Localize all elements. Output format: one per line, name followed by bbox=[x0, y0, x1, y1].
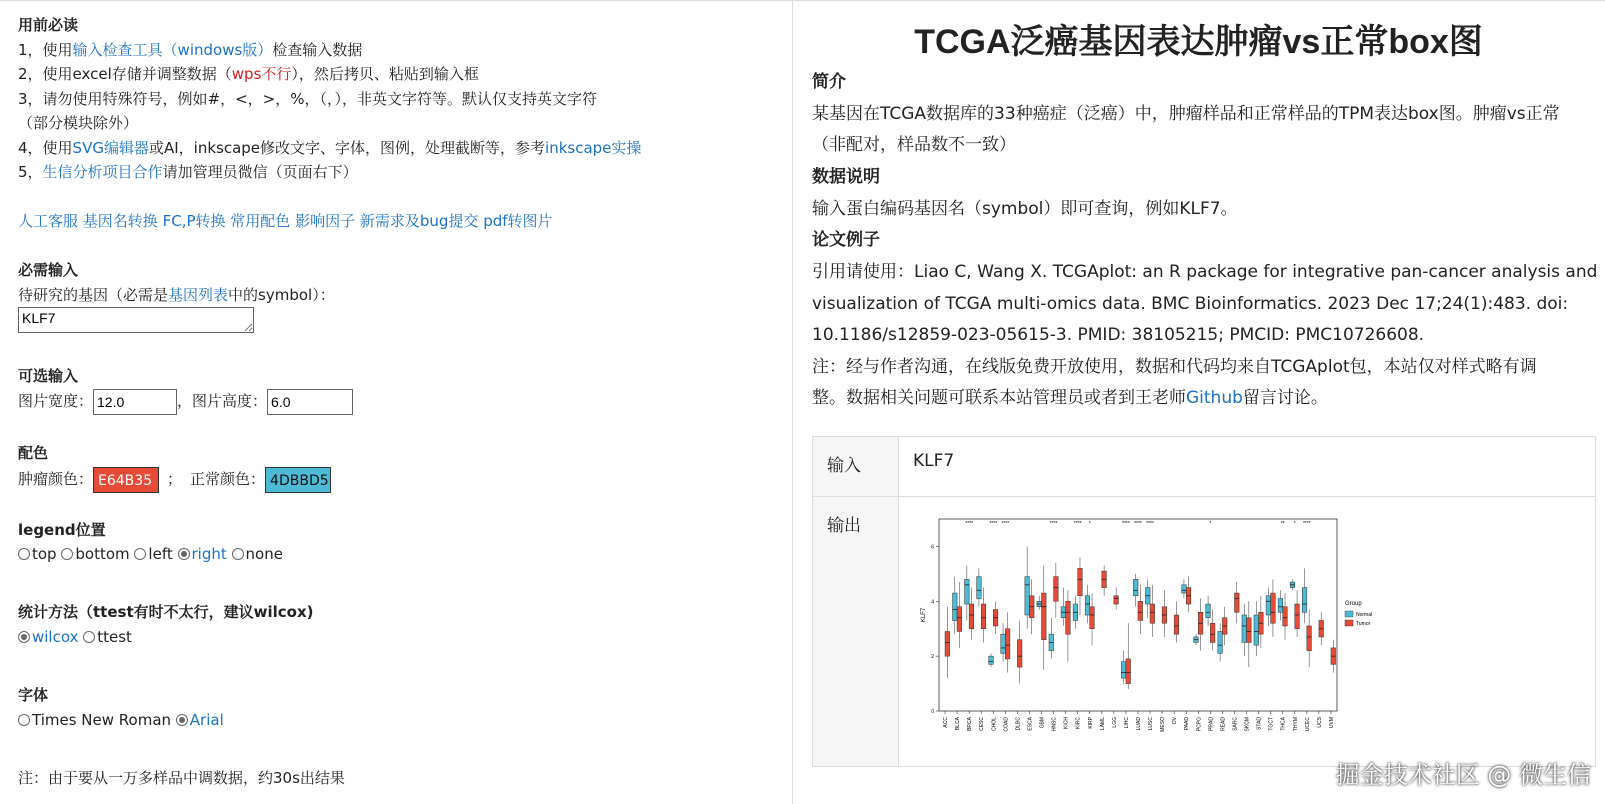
significance-label: **** bbox=[1073, 521, 1082, 527]
stat-ttest-option[interactable]: ttest bbox=[83, 628, 132, 646]
x-tick-label: KIRP bbox=[1087, 717, 1094, 729]
x-tick-label: UVM bbox=[1328, 717, 1335, 729]
box bbox=[1234, 593, 1239, 612]
boxplot-chart bbox=[917, 511, 1417, 746]
box bbox=[981, 604, 986, 629]
radio-top[interactable] bbox=[18, 548, 30, 560]
bug-report-link[interactable]: 新需求及bug提交 bbox=[359, 212, 479, 230]
x-tick-label: SARC bbox=[1232, 717, 1239, 731]
box bbox=[1174, 615, 1179, 634]
box bbox=[969, 604, 974, 629]
x-tick-label: BRCA bbox=[967, 717, 974, 731]
box bbox=[1247, 618, 1252, 643]
box bbox=[1266, 596, 1271, 615]
x-tick-label: LUSC bbox=[1148, 717, 1155, 731]
x-tick-label: MESO bbox=[1160, 717, 1167, 732]
box bbox=[1218, 631, 1223, 653]
box bbox=[1271, 593, 1276, 623]
stat-method-title: 统计方法（ttest有时不太行，建议wilcox) bbox=[18, 603, 314, 621]
box bbox=[1085, 596, 1090, 615]
citation-line-1: 引用请使用：Liao C, Wang X. TCGAplot: an R package for integrative pan-cancer analysis and bbox=[812, 262, 1598, 282]
x-tick-label: SKCM bbox=[1244, 717, 1251, 732]
radio-ttest[interactable] bbox=[83, 631, 95, 643]
box bbox=[1126, 659, 1131, 684]
box bbox=[1025, 577, 1030, 615]
intro-text-2: （非配对，样品数不一致） bbox=[812, 135, 1016, 155]
font-arial-option[interactable]: Arial bbox=[176, 711, 224, 729]
box bbox=[1005, 629, 1010, 659]
legend-title: Group bbox=[1345, 601, 1362, 607]
box bbox=[1278, 599, 1283, 613]
colors-title: 配色 bbox=[18, 444, 49, 462]
y-tick-label: 0 bbox=[931, 709, 934, 715]
x-tick-label: LAML bbox=[1099, 717, 1106, 731]
radio-left[interactable] bbox=[134, 548, 146, 560]
intro-text-1: 某基因在TCGA数据库的33种癌症（泛癌）中，肿瘤样品和正常样品的TPM表达box图。肿瘤vs正常 bbox=[812, 104, 1560, 124]
significance-label: * bbox=[1088, 521, 1091, 527]
tumor-color-input[interactable]: E64B35 bbox=[93, 467, 159, 493]
x-tick-label: LGG bbox=[1111, 717, 1118, 728]
box bbox=[1121, 662, 1126, 678]
read-first-title: 用前必读 bbox=[18, 16, 79, 34]
radio-right[interactable] bbox=[178, 548, 190, 560]
legend-swatch bbox=[1345, 611, 1353, 617]
significance-label: **** bbox=[1146, 521, 1154, 527]
x-tick-label: READ bbox=[1220, 717, 1227, 731]
significance-label: **** bbox=[965, 521, 974, 527]
box bbox=[1066, 601, 1071, 634]
legend-left-option[interactable]: left bbox=[134, 545, 172, 563]
box bbox=[1206, 604, 1211, 618]
common-colors-link[interactable]: 常用配色 bbox=[230, 212, 291, 230]
box bbox=[1138, 601, 1143, 620]
author-note-1: 注：经与作者沟通，在线版免费开放使用，数据和代码均来自TCGAplot包，本站仅对样式略有调 bbox=[812, 357, 1537, 377]
x-tick-label: KICH bbox=[1063, 717, 1070, 729]
data-desc-title: 数据说明 bbox=[812, 167, 880, 187]
x-tick-label: LUAD bbox=[1136, 717, 1142, 731]
x-tick-label: CHOL bbox=[991, 717, 998, 731]
significance-label: **** bbox=[989, 521, 998, 527]
box bbox=[977, 577, 982, 599]
io-table bbox=[812, 436, 1596, 767]
read-first-item-3b: （部分模块除外） bbox=[18, 114, 139, 132]
optional-input-title: 可选输入 bbox=[18, 367, 79, 385]
x-tick-label: KIRC bbox=[1075, 717, 1082, 729]
data-desc-text: 输入蛋白编码基因名（symbol）即可查询，例如KLF7。 bbox=[812, 199, 1238, 219]
legend-options bbox=[18, 543, 283, 565]
io-input-value: KLF7 bbox=[899, 437, 1596, 497]
radio-arial[interactable] bbox=[176, 714, 188, 726]
citation-line-2: visualization of TCGA multi-omics data. BMC Bioinformatics. 2023 Dec 17;24(1):483. doi: bbox=[812, 294, 1569, 314]
intro-title: 简介 bbox=[812, 72, 846, 92]
box bbox=[957, 607, 962, 632]
box bbox=[1295, 604, 1300, 629]
box bbox=[1114, 596, 1119, 604]
colors-row: 肿瘤颜色： E64B35 ； 正常颜色： 4DBBD5 bbox=[18, 466, 331, 493]
x-tick-label: THYM bbox=[1292, 717, 1299, 732]
x-tick-label: BLCA bbox=[955, 717, 962, 731]
x-tick-label: HNSC bbox=[1051, 717, 1058, 732]
stat-options bbox=[18, 626, 132, 648]
legend-label: Normal bbox=[1356, 612, 1373, 618]
box bbox=[945, 631, 950, 656]
x-tick-label: ACC bbox=[943, 717, 950, 728]
radio-wilcox[interactable] bbox=[18, 631, 30, 643]
svg-editor-link[interactable]: SVG编辑器 bbox=[72, 139, 149, 157]
box bbox=[989, 656, 994, 664]
citation-line-3: 10.1186/s12859-023-05615-3. PMID: 38105215; PMCID: PMC10726608. bbox=[812, 325, 1425, 345]
read-first-item-4: 4，使用SVG编辑器或AI，inkscape修改文字、字体，图例，处理截断等，参考inkscape实操 bbox=[18, 139, 642, 157]
x-tick-label: ESCA bbox=[1027, 717, 1034, 731]
watermark: 掘金技术社区 @ 微生信 bbox=[1335, 761, 1591, 789]
legend-top-option[interactable]: top bbox=[18, 545, 57, 563]
box bbox=[1078, 568, 1083, 595]
project-cooperation-link[interactable]: 生信分析项目合作 bbox=[42, 163, 163, 181]
fc-p-convert-link[interactable]: FC,P转换 bbox=[162, 212, 226, 230]
font-title: 字体 bbox=[18, 686, 49, 704]
box bbox=[1210, 623, 1215, 642]
impact-factor-link[interactable]: 影响因子 bbox=[295, 212, 356, 230]
x-tick-label: PAAD bbox=[1184, 717, 1191, 731]
x-tick-label: GBM bbox=[1039, 717, 1046, 729]
size-row: 图片宽度：12.0 ，图片高度：6.0 bbox=[18, 388, 353, 415]
customer-service-link[interactable]: 人工客服 bbox=[18, 212, 79, 230]
read-first-item-2: 2，使用excel存储并调整数据（wps不行），然后拷贝、粘贴到输入框 bbox=[18, 65, 479, 83]
significance-label: **** bbox=[1049, 521, 1058, 527]
box bbox=[1133, 579, 1138, 595]
pdf-to-image-link[interactable]: pdf转图片 bbox=[483, 212, 553, 230]
io-input-label: 输入 bbox=[813, 437, 899, 497]
x-tick-label: LIHC bbox=[1123, 717, 1130, 729]
github-link[interactable]: Github bbox=[1186, 388, 1243, 408]
x-tick-label: TGCT bbox=[1268, 717, 1275, 731]
tool-links bbox=[18, 210, 553, 232]
radio-bottom[interactable] bbox=[61, 548, 73, 560]
gene-input[interactable] bbox=[18, 307, 254, 333]
box bbox=[1017, 640, 1022, 667]
paper-example-title: 论文例子 bbox=[812, 230, 880, 250]
page-title: TCGA泛癌基因表达肿瘤vs正常box图 bbox=[914, 23, 1483, 61]
y-tick-label: 4 bbox=[931, 599, 934, 606]
box bbox=[1302, 588, 1307, 613]
wps-warning: wps不行 bbox=[231, 65, 292, 83]
radio-times[interactable] bbox=[18, 714, 30, 726]
gene-label: 待研究的基因（必需是基因列表中的symbol）： bbox=[18, 286, 335, 304]
y-axis-label: KLF7 bbox=[921, 607, 927, 623]
gene-name-convert-link[interactable]: 基因名转换 bbox=[82, 212, 158, 230]
significance-label: * bbox=[1293, 521, 1296, 527]
output-chart-cell bbox=[899, 497, 1596, 767]
font-options bbox=[18, 709, 224, 731]
y-tick-label: 2 bbox=[931, 654, 934, 661]
x-tick-label: DLBC bbox=[1015, 717, 1022, 731]
box bbox=[965, 579, 970, 604]
legend-position-title: legend位置 bbox=[18, 521, 106, 539]
y-tick-label: 6 bbox=[931, 544, 934, 551]
significance-label: * bbox=[1209, 521, 1212, 527]
box bbox=[1054, 577, 1059, 602]
author-note-2: 整。数据相关问题可联系本站管理员或者到王老师Github留言讨论。 bbox=[812, 388, 1328, 408]
width-input[interactable] bbox=[93, 389, 177, 415]
x-tick-label: THCA bbox=[1280, 717, 1287, 731]
box bbox=[1283, 607, 1288, 626]
normal-color-input[interactable]: 4DBBD5 bbox=[265, 467, 331, 493]
box bbox=[953, 593, 958, 620]
legend-bottom-option[interactable]: bottom bbox=[61, 545, 129, 563]
legend-none-option[interactable]: none bbox=[232, 545, 283, 563]
x-tick-label: UCS bbox=[1316, 717, 1323, 728]
x-tick-label: UCEC bbox=[1304, 717, 1311, 732]
x-tick-label: PCPG bbox=[1196, 717, 1203, 732]
legend-right-option[interactable]: right bbox=[178, 545, 227, 563]
read-first-item-3: 3，请勿使用特殊符号，例如#，<，>，%，（，），非英文字符等。默认仅支持英文字符 bbox=[18, 90, 598, 108]
io-output-label: 输出 bbox=[813, 497, 899, 767]
significance-label: **** bbox=[1302, 521, 1311, 527]
x-tick-label: COAD bbox=[1003, 717, 1010, 732]
significance-label: **** bbox=[1001, 521, 1010, 527]
input-check-tool-link[interactable]: 输入检查工具（windows版） bbox=[72, 41, 273, 59]
x-tick-label: STAD bbox=[1256, 717, 1263, 730]
box bbox=[1090, 607, 1095, 629]
x-tick-label: OV bbox=[1172, 717, 1179, 725]
read-first-item-5: 5，生信分析项目合作请加管理员微信（页面右下） bbox=[18, 163, 358, 181]
radio-none[interactable] bbox=[232, 548, 244, 560]
box bbox=[1150, 604, 1155, 623]
x-tick-label: CESC bbox=[979, 717, 986, 731]
gene-list-link[interactable]: 基因列表 bbox=[168, 286, 229, 304]
box bbox=[1182, 585, 1187, 593]
height-input[interactable] bbox=[267, 389, 353, 415]
significance-label: ** bbox=[1280, 521, 1285, 527]
read-first-item-1: 1，使用输入检查工具（windows版）检查输入数据 bbox=[18, 41, 363, 59]
box bbox=[1307, 626, 1312, 651]
box bbox=[1254, 615, 1259, 645]
required-input-title: 必需输入 bbox=[18, 261, 79, 279]
x-tick-label: PRAD bbox=[1208, 717, 1215, 731]
significance-label: **** bbox=[1122, 521, 1130, 527]
legend-swatch bbox=[1345, 620, 1353, 626]
font-times-option[interactable]: Times New Roman bbox=[18, 711, 171, 729]
box bbox=[1242, 615, 1247, 642]
stat-wilcox-option[interactable]: wilcox bbox=[18, 628, 78, 646]
box bbox=[1042, 593, 1047, 640]
significance-label: **** bbox=[1134, 521, 1142, 527]
box bbox=[1001, 634, 1006, 653]
legend-label: Tumor bbox=[1356, 621, 1371, 627]
note: 注：由于要从一万多样品中调数据，约30s出结果 bbox=[18, 769, 345, 787]
inkscape-link[interactable]: inkscape实操 bbox=[545, 139, 642, 157]
